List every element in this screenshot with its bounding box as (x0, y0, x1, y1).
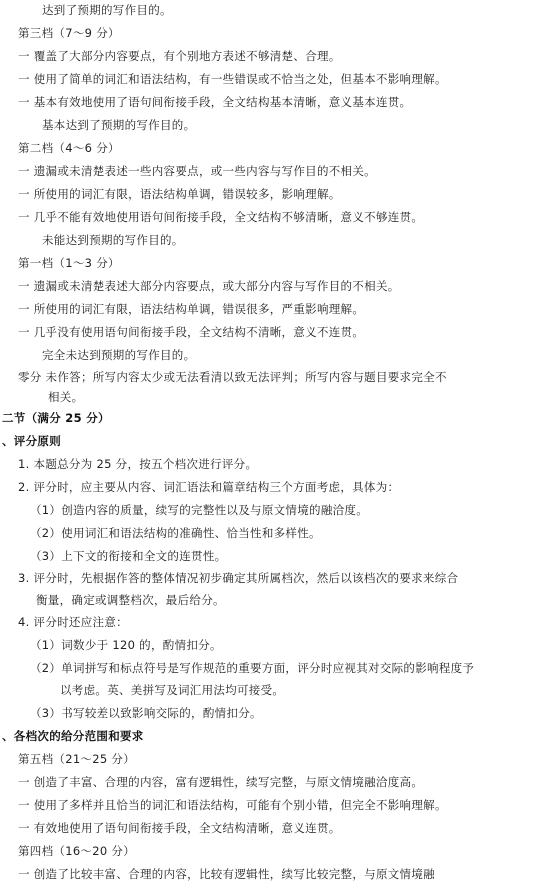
sub-item: （3）书写较差以致影响交际的，酌情扣分。 (30, 706, 262, 720)
grade-heading-4: 第四档（16～20 分） (18, 844, 136, 858)
bullet-item: 一 创造了比较丰富、合理的内容，比较有逻辑性，续写比较完整，与原文情境融 (18, 867, 435, 881)
grade-heading-2: 第二档（4～6 分） (18, 141, 120, 155)
bullet-item: 一 遗漏或未清楚表述一些内容要点，或一些内容与写作目的不相关。 (18, 164, 376, 178)
numbered-item: 4. 评分时还应注意： (18, 615, 128, 629)
bullet-item: 一 基本有效地使用了语句间衔接手段，全文结构基本清晰，意义基本连贯。 (18, 95, 412, 109)
sub-item: （1）词数少于 120 的，酌情扣分。 (30, 638, 222, 652)
sub-item: （2）单词拼写和标点符号是写作规范的重要方面，评分时应视其对交际的影响程度予 (30, 661, 475, 675)
bullet-item: 一 有效地使用了语句间衔接手段，全文结构清晰，意义连贯。 (18, 821, 341, 835)
text-line: 完全未达到预期的写作目的。 (42, 348, 196, 362)
text-line: 未能达到预期的写作目的。 (42, 233, 184, 247)
grade-heading-5: 第五档（21～25 分） (18, 752, 136, 766)
bullet-item: 一 所使用的词汇有限，语法结构单调，错误较多，影响理解。 (18, 187, 341, 201)
bullet-item: 一 几乎不能有效地使用语句间衔接手段，全文结构不够清晰，意义不够连贯。 (18, 210, 424, 224)
bullet-item: 一 几乎没有使用语句间衔接手段，全文结构不清晰，意义不连贯。 (18, 325, 365, 339)
text-line: 衡量，确定或调整档次，最后给分。 (36, 593, 225, 607)
sub-item: （2）使用词汇和语法结构的准确性、恰当性和多样性。 (30, 526, 321, 540)
bullet-item: 一 使用了简单的词汇和语法结构，有一些错误或不恰当之处，但基本不影响理解。 (18, 72, 447, 86)
numbered-item: 2. 评分时，应主要从内容、词汇语法和篇章结构三个方面考虑，具体为： (18, 480, 400, 494)
subsection-heading: 、各档次的给分范围和要求 (2, 729, 144, 743)
text-line: 相关。 (48, 390, 84, 404)
numbered-item: 3. 评分时，先根据作答的整体情况初步确定其所属档次，然后以该档次的要求来综合 (18, 571, 459, 585)
zero-score-note: 零分 未作答；所写内容太少或无法看清以致无法评判；所写内容与题目要求完全不 (18, 370, 447, 384)
bullet-item: 一 覆盖了大部分内容要点，有个别地方表述不够清楚、合理。 (18, 49, 341, 63)
section-heading: 二节（满分 25 分） (2, 411, 110, 425)
bullet-item: 一 所使用的词汇有限，语法结构单调，错误很多，严重影响理解。 (18, 302, 365, 316)
text-line: 以考虑。英、美拼写及词汇用法均可接受。 (60, 683, 285, 697)
text-line: 基本达到了预期的写作目的。 (42, 118, 196, 132)
bullet-item: 一 使用了多样并且恰当的词汇和语法结构，可能有个别小错，但完全不影响理解。 (18, 798, 447, 812)
bullet-item: 一 创造了丰富、合理的内容，富有逻辑性，续写完整，与原文情境融洽度高。 (18, 775, 424, 789)
sub-item: （1）创造内容的质量，续写的完整性以及与原文情境的融洽度。 (30, 503, 369, 517)
grade-heading-1: 第一档（1～3 分） (18, 256, 120, 270)
bullet-item: 一 遗漏或未清楚表述大部分内容要点，或大部分内容与写作目的不相关。 (18, 279, 400, 293)
grade-heading-3: 第三档（7～9 分） (18, 26, 120, 40)
text-line: 达到了预期的写作目的。 (42, 3, 172, 17)
subsection-heading: 、评分原则 (2, 434, 61, 448)
numbered-item: 1. 本题总分为 25 分，按五个档次进行评分。 (18, 457, 258, 471)
sub-item: （3）上下文的衔接和全文的连贯性。 (30, 549, 227, 563)
